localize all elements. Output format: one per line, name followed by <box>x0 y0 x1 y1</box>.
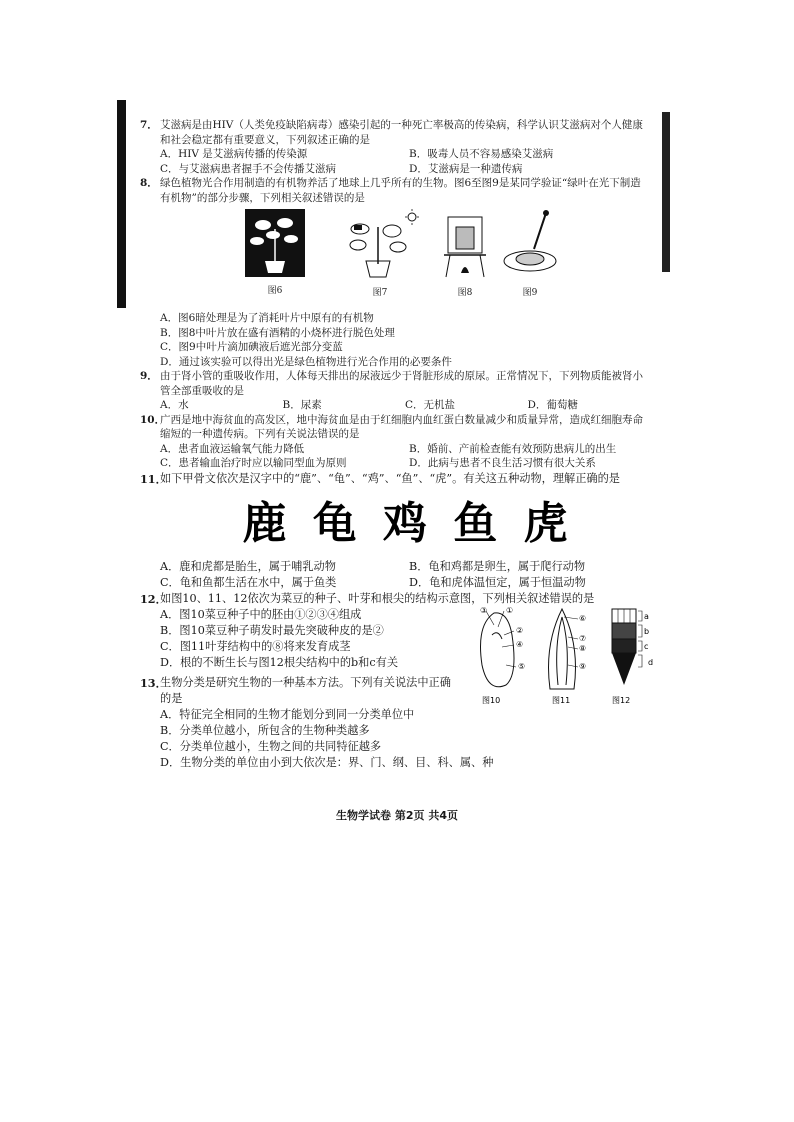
dark-plant-illustration <box>245 209 305 277</box>
figure-caption: 图8 <box>457 287 473 298</box>
option-c: C．龟和鱼都生活在水中，属于鱼类 <box>160 575 337 589</box>
option-d: D．艾滋病是一种遗传病 <box>409 162 523 175</box>
option-d: D．葡萄糖 <box>527 399 578 411</box>
question-number: 9． <box>140 370 158 382</box>
label-10-5: ⑤ <box>518 661 526 671</box>
option-b: B．龟和鸡都是卵生，属于爬行动物 <box>409 559 586 573</box>
option-a: A．患者血液运输氧气能力降低 <box>160 442 305 455</box>
options <box>160 442 650 471</box>
option-a: A．鹿和虎都是胎生，属于哺乳动物 <box>160 559 336 573</box>
question-13 <box>140 675 650 771</box>
option-c: C．无机盐 <box>405 399 456 411</box>
oracle-glyph-tiger: 虎 <box>523 497 568 549</box>
question-number: 8． <box>140 177 158 189</box>
figure-caption: 图6 <box>267 285 283 296</box>
label-10-3: ③ <box>480 605 488 615</box>
label-10-2: ② <box>516 625 524 635</box>
question-11 <box>140 471 650 591</box>
figure-caption: 图12 <box>612 695 631 705</box>
option-c: C．患者输血治疗时应以输同型血为原则 <box>160 457 347 469</box>
option-c: C．分类单位越小，生物之间的共同特征越多 <box>160 739 382 753</box>
label-12-a: a <box>644 611 649 621</box>
question-number: 10． <box>140 413 166 426</box>
option-b: B．图10菜豆种子萌发时最先突破种皮的是② <box>160 623 384 637</box>
option-a: A．特征完全相同的生物才能划分到同一分类单位中 <box>160 707 415 721</box>
plant-sunlight-illustration <box>340 209 420 279</box>
petri-dish-iodine-illustration <box>500 209 560 279</box>
oracle-glyph-turtle: 龟 <box>312 497 357 549</box>
label-11-6: ⑥ <box>579 613 587 623</box>
question-number: 11． <box>140 471 167 486</box>
oracle-glyph-deer: 鹿 <box>242 497 287 549</box>
question-7 <box>140 118 650 176</box>
question-stem: 广西是地中海贫血的高发区，地中海贫血是由于红细胞内血红蛋白数量减少和质量异常，造成红细胞寿命缩短的一种遗传病。下列有关说法错误的是 <box>160 413 643 440</box>
option-d: D．龟和虎体温恒定，属于恒温动物 <box>409 575 586 589</box>
option-b: B．尿素 <box>282 399 322 411</box>
option-a: A．HIV 是艾滋病传播的传染源 <box>160 148 308 160</box>
figure-6 <box>245 209 305 298</box>
question-stem: 生物分类是研究生物的一种基本方法。下列有关说法中正确的是 <box>160 675 451 705</box>
question-stem: 如图10、11、12依次为菜豆的种子、叶芽和根尖的结构示意图，下列相关叙述错误的是 <box>160 591 595 605</box>
question-10 <box>140 413 650 471</box>
option-c: C．与艾滋病患者握手不会传播艾滋病 <box>160 162 337 175</box>
question-stem: 如下甲骨文依次是汉字中的“鹿”、“龟”、“鸡”、“鱼”、“虎”。有关这五种动物，理解正确的是 <box>160 471 620 485</box>
water-bath-illustration <box>440 209 490 279</box>
figure-caption: 图7 <box>372 287 388 298</box>
figure-8 <box>440 209 490 300</box>
figure-row-6-9 <box>160 209 650 309</box>
option-b: B．图8中叶片放在盛有酒精的小烧杯进行脱色处理 <box>160 326 395 339</box>
option-a: A．图6暗处理是为了消耗叶片中原有的有机物 <box>160 312 374 324</box>
scan-shadow-left <box>117 100 126 308</box>
option-d: D．根的不断生长与图12根尖结构中的b和c有关 <box>160 655 399 669</box>
options <box>160 398 650 413</box>
option-d: D．此病与患者不良生活习惯有很大关系 <box>409 457 596 469</box>
option-b: B．婚前、产前检查能有效预防患病儿的出生 <box>409 442 617 455</box>
question-stem: 艾滋病是由HIV（人类免疫缺陷病毒）感染引起的一种死亡率极高的传染病，科学认识艾滋病对个人健康和社会稳定都有重要意义，下列叙述正确的是 <box>160 119 643 146</box>
question-9 <box>140 369 650 413</box>
label-11-9: ⑨ <box>579 661 587 671</box>
questions <box>140 118 654 771</box>
figure-caption: 图11 <box>552 695 571 705</box>
option-a: A．图10菜豆种子中的胚由①②③④组成 <box>160 607 362 621</box>
label-11-8: ⑧ <box>579 643 587 653</box>
option-d: D．通过该实验可以得出光是绿色植物进行光合作用的必要条件 <box>160 355 452 368</box>
question-stem: 由于肾小管的重吸收作用，人体每天排出的尿液远少于肾脏形成的原尿。正常情况下，下列物质能被肾小管全部重吸收的是 <box>160 370 643 397</box>
figure-7 <box>340 209 420 300</box>
question-number: 13． <box>140 675 167 690</box>
figure-9 <box>500 209 560 300</box>
option-a: A．水 <box>160 399 189 411</box>
option-d: D．生物分类的单位由小到大依次是：界、门、纲、目、科、属、种 <box>160 755 494 769</box>
question-8 <box>140 176 650 369</box>
question-number: 12． <box>140 591 167 606</box>
option-c: C．图11叶芽结构中的⑧将来发育成茎 <box>160 639 351 653</box>
label-12-c: c <box>644 641 649 651</box>
options <box>160 559 650 591</box>
label-10-1: ① <box>506 605 514 615</box>
question-number: 7． <box>140 119 158 131</box>
question-stem: 绿色植物光合作用制造的有机物养活了地球上几乎所有的生物。图6至图9是某同学验证“绿叶在光下制造有机物”的部分步骤，下列相关叙述错误的是 <box>160 177 641 204</box>
figure-caption: 图10 <box>482 695 501 705</box>
oracle-glyph-fish: 鱼 <box>453 497 498 549</box>
options <box>160 147 650 176</box>
oracle-bone-characters <box>243 499 568 549</box>
figure-caption: 图9 <box>522 287 538 298</box>
oracle-glyph-chicken: 鸡 <box>383 497 427 549</box>
option-b: B．吸毒人员不容易感染艾滋病 <box>409 148 554 160</box>
label-10-4: ④ <box>516 639 524 649</box>
scan-shadow-right <box>662 112 670 272</box>
label-12-b: b <box>644 626 650 636</box>
label-12-d: d <box>648 657 654 667</box>
label-11-7: ⑦ <box>579 633 587 643</box>
option-c: C．图9中叶片滴加碘液后遮光部分变蓝 <box>160 341 343 353</box>
option-b: B．分类单位越小，所包含的生物种类越多 <box>160 723 370 737</box>
page-footer: 生物学试卷 第2页 共4页 <box>336 809 458 822</box>
